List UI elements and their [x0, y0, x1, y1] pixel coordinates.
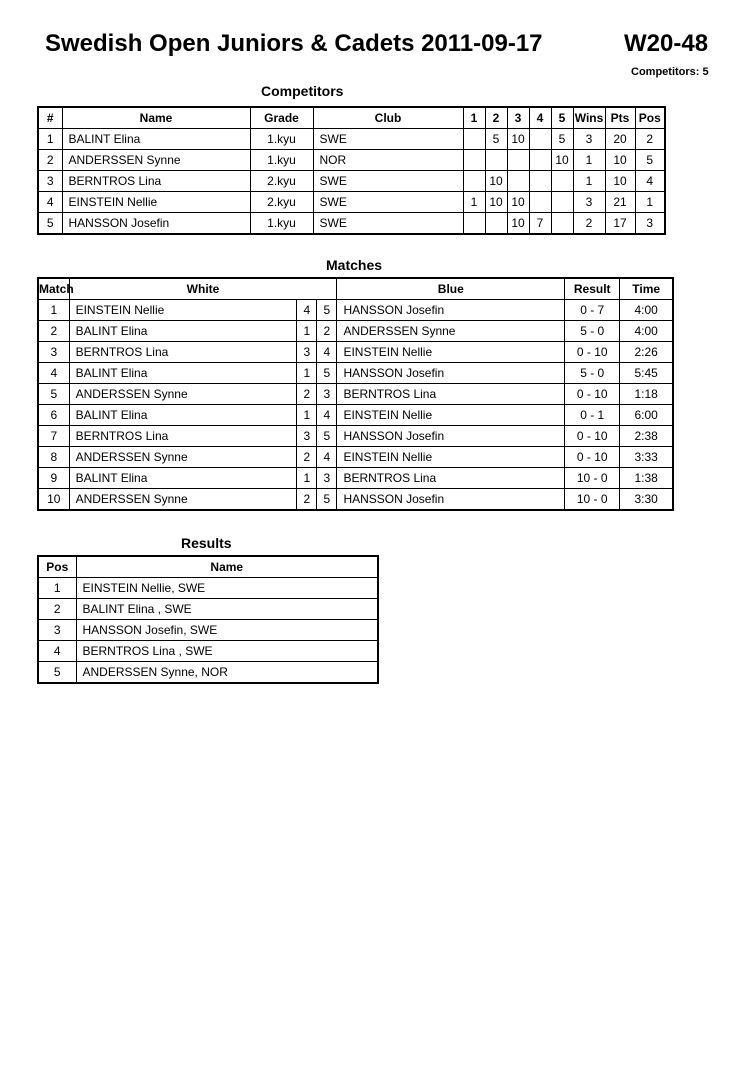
results-header-row: [38, 556, 378, 578]
column-header: 1: [463, 107, 485, 129]
cell-score: [463, 171, 485, 192]
cell-blue-number: 4: [317, 342, 337, 363]
column-header: White: [69, 278, 337, 300]
cell-position: 1: [38, 578, 76, 599]
competitors-header-row: [38, 107, 665, 129]
cell-result: 10 - 0: [565, 468, 620, 489]
cell-score: [507, 150, 529, 171]
cell-score: 10: [507, 192, 529, 213]
cell-time: 3:33: [620, 447, 673, 468]
cell-white-name: BERNTROS Lina: [69, 426, 297, 447]
cell-blue-number: 3: [317, 384, 337, 405]
competitor-row: [38, 150, 665, 171]
column-header: Club: [313, 107, 463, 129]
cell-time: 4:00: [620, 300, 673, 321]
cell-score: 1: [463, 192, 485, 213]
competitors-section-title: Competitors: [261, 83, 344, 99]
cell-score: 10: [507, 129, 529, 150]
cell-result: 10 - 0: [565, 489, 620, 511]
cell-grade: 1.kyu: [250, 213, 313, 235]
cell-white-name: BALINT Elina: [69, 405, 297, 426]
cell-match-number: 6: [38, 405, 69, 426]
cell-score: 10: [485, 192, 507, 213]
cell-time: 4:00: [620, 321, 673, 342]
match-row: [38, 342, 673, 363]
cell-number: 5: [38, 213, 62, 235]
cell-blue-number: 3: [317, 468, 337, 489]
column-header: Blue: [337, 278, 565, 300]
cell-white-number: 4: [297, 300, 317, 321]
cell-score: [485, 150, 507, 171]
competitor-row: [38, 213, 665, 235]
cell-white-name: ANDERSSEN Synne: [69, 384, 297, 405]
cell-match-number: 8: [38, 447, 69, 468]
cell-name: BERNTROS Lina , SWE: [76, 641, 378, 662]
cell-position: 2: [38, 599, 76, 620]
cell-grade: 2.kyu: [250, 171, 313, 192]
cell-name: EINSTEIN Nellie, SWE: [76, 578, 378, 599]
cell-blue-name: HANSSON Josefin: [337, 426, 565, 447]
cell-blue-name: EINSTEIN Nellie: [337, 342, 565, 363]
cell-name: EINSTEIN Nellie: [62, 192, 250, 213]
result-row: [38, 599, 378, 620]
cell-grade: 1.kyu: [250, 150, 313, 171]
cell-blue-number: 5: [317, 426, 337, 447]
column-header: Time: [620, 278, 673, 300]
cell-match-number: 3: [38, 342, 69, 363]
cell-score: [463, 213, 485, 235]
cell-white-name: ANDERSSEN Synne: [69, 489, 297, 511]
results-table: [37, 555, 379, 684]
cell-position: 3: [635, 213, 665, 235]
cell-grade: 1.kyu: [250, 129, 313, 150]
column-header: Name: [76, 556, 378, 578]
cell-time: 2:38: [620, 426, 673, 447]
cell-name: BALINT Elina: [62, 129, 250, 150]
match-row: [38, 447, 673, 468]
cell-name: ANDERSSEN Synne: [62, 150, 250, 171]
cell-score: [529, 129, 551, 150]
matches-table: [37, 277, 674, 511]
cell-time: 2:26: [620, 342, 673, 363]
cell-points: 20: [605, 129, 635, 150]
cell-points: 21: [605, 192, 635, 213]
competitors-table: [37, 106, 666, 235]
cell-points: 17: [605, 213, 635, 235]
cell-result: 0 - 1: [565, 405, 620, 426]
column-header: Result: [565, 278, 620, 300]
cell-score: [529, 150, 551, 171]
cell-score: 5: [551, 129, 573, 150]
cell-club: SWE: [313, 192, 463, 213]
column-header: #: [38, 107, 62, 129]
column-header: Match: [38, 278, 69, 300]
match-row: [38, 405, 673, 426]
cell-position: 4: [635, 171, 665, 192]
column-header: Pos: [635, 107, 665, 129]
cell-white-number: 2: [297, 384, 317, 405]
column-header: 3: [507, 107, 529, 129]
cell-position: 3: [38, 620, 76, 641]
cell-score: [551, 213, 573, 235]
competitor-row: [38, 192, 665, 213]
cell-wins: 2: [573, 213, 605, 235]
cell-points: 10: [605, 171, 635, 192]
cell-blue-number: 4: [317, 447, 337, 468]
cell-white-name: BALINT Elina: [69, 363, 297, 384]
cell-time: 6:00: [620, 405, 673, 426]
matches-header-row: [38, 278, 673, 300]
cell-white-number: 3: [297, 426, 317, 447]
cell-result: 5 - 0: [565, 321, 620, 342]
cell-white-number: 2: [297, 447, 317, 468]
cell-score: [507, 171, 529, 192]
match-row: [38, 363, 673, 384]
cell-white-name: BALINT Elina: [69, 468, 297, 489]
cell-match-number: 7: [38, 426, 69, 447]
cell-number: 2: [38, 150, 62, 171]
cell-position: 5: [635, 150, 665, 171]
cell-blue-number: 2: [317, 321, 337, 342]
match-row: [38, 300, 673, 321]
cell-wins: 1: [573, 171, 605, 192]
cell-score: [463, 129, 485, 150]
match-row: [38, 489, 673, 511]
cell-score: 5: [485, 129, 507, 150]
cell-wins: 3: [573, 192, 605, 213]
cell-white-name: BALINT Elina: [69, 321, 297, 342]
cell-result: 0 - 10: [565, 447, 620, 468]
cell-blue-name: HANSSON Josefin: [337, 363, 565, 384]
cell-blue-number: 5: [317, 363, 337, 384]
cell-blue-name: EINSTEIN Nellie: [337, 447, 565, 468]
result-row: [38, 620, 378, 641]
cell-white-name: BERNTROS Lina: [69, 342, 297, 363]
competitor-row: [38, 129, 665, 150]
competitors-count: [631, 66, 709, 78]
match-row: [38, 426, 673, 447]
cell-blue-number: 4: [317, 405, 337, 426]
cell-blue-name: EINSTEIN Nellie: [337, 405, 565, 426]
cell-position: 4: [38, 641, 76, 662]
cell-match-number: 1: [38, 300, 69, 321]
result-row: [38, 641, 378, 662]
cell-white-number: 1: [297, 405, 317, 426]
cell-match-number: 10: [38, 489, 69, 511]
column-header: Name: [62, 107, 250, 129]
cell-blue-name: HANSSON Josefin: [337, 489, 565, 511]
column-header: Pos: [38, 556, 76, 578]
cell-white-name: ANDERSSEN Synne: [69, 447, 297, 468]
cell-position: 1: [635, 192, 665, 213]
column-header: 2: [485, 107, 507, 129]
competitors-count-value: 5: [702, 66, 709, 78]
cell-score: [463, 150, 485, 171]
cell-blue-name: HANSSON Josefin: [337, 300, 565, 321]
match-row: [38, 468, 673, 489]
cell-match-number: 2: [38, 321, 69, 342]
cell-score: 7: [529, 213, 551, 235]
cell-points: 10: [605, 150, 635, 171]
column-header: Wins: [573, 107, 605, 129]
cell-white-number: 3: [297, 342, 317, 363]
cell-score: [551, 171, 573, 192]
result-row: [38, 662, 378, 684]
cell-blue-name: BERNTROS Lina: [337, 384, 565, 405]
cell-wins: 3: [573, 129, 605, 150]
cell-blue-name: BERNTROS Lina: [337, 468, 565, 489]
matches-section-title: Matches: [326, 257, 383, 273]
match-row: [38, 321, 673, 342]
cell-wins: 1: [573, 150, 605, 171]
cell-score: [529, 192, 551, 213]
results-section-title: Results: [181, 535, 232, 551]
weight-category: W20-48: [624, 30, 709, 57]
cell-name: HANSSON Josefin: [62, 213, 250, 235]
cell-blue-number: 5: [317, 300, 337, 321]
cell-score: 10: [551, 150, 573, 171]
cell-position: 2: [635, 129, 665, 150]
cell-club: SWE: [313, 213, 463, 235]
cell-blue-number: 5: [317, 489, 337, 511]
cell-name: ANDERSSEN Synne, NOR: [76, 662, 378, 684]
column-header: Pts: [605, 107, 635, 129]
match-row: [38, 384, 673, 405]
cell-result: 0 - 10: [565, 342, 620, 363]
cell-score: 10: [485, 171, 507, 192]
competitors-count-label: Competitors:: [631, 66, 700, 78]
cell-time: 1:18: [620, 384, 673, 405]
cell-name: BERNTROS Lina: [62, 171, 250, 192]
cell-blue-name: ANDERSSEN Synne: [337, 321, 565, 342]
cell-score: 10: [507, 213, 529, 235]
cell-club: SWE: [313, 129, 463, 150]
cell-result: 5 - 0: [565, 363, 620, 384]
result-row: [38, 578, 378, 599]
cell-club: NOR: [313, 150, 463, 171]
cell-time: 3:30: [620, 489, 673, 511]
cell-number: 4: [38, 192, 62, 213]
cell-result: 0 - 10: [565, 384, 620, 405]
cell-score: [529, 171, 551, 192]
page-title: Swedish Open Juniors & Cadets 2011-09-17: [45, 30, 543, 57]
column-header: 5: [551, 107, 573, 129]
cell-match-number: 5: [38, 384, 69, 405]
cell-score: [485, 213, 507, 235]
cell-white-number: 1: [297, 321, 317, 342]
column-header: Grade: [250, 107, 313, 129]
cell-result: 0 - 10: [565, 426, 620, 447]
cell-number: 1: [38, 129, 62, 150]
cell-position: 5: [38, 662, 76, 684]
cell-time: 5:45: [620, 363, 673, 384]
competitor-row: [38, 171, 665, 192]
cell-number: 3: [38, 171, 62, 192]
cell-white-number: 1: [297, 468, 317, 489]
cell-club: SWE: [313, 171, 463, 192]
cell-match-number: 4: [38, 363, 69, 384]
cell-score: [551, 192, 573, 213]
cell-grade: 2.kyu: [250, 192, 313, 213]
cell-white-number: 2: [297, 489, 317, 511]
column-header: 4: [529, 107, 551, 129]
cell-match-number: 9: [38, 468, 69, 489]
cell-name: BALINT Elina , SWE: [76, 599, 378, 620]
cell-time: 1:38: [620, 468, 673, 489]
cell-white-name: EINSTEIN Nellie: [69, 300, 297, 321]
cell-white-number: 1: [297, 363, 317, 384]
cell-result: 0 - 7: [565, 300, 620, 321]
cell-name: HANSSON Josefin, SWE: [76, 620, 378, 641]
